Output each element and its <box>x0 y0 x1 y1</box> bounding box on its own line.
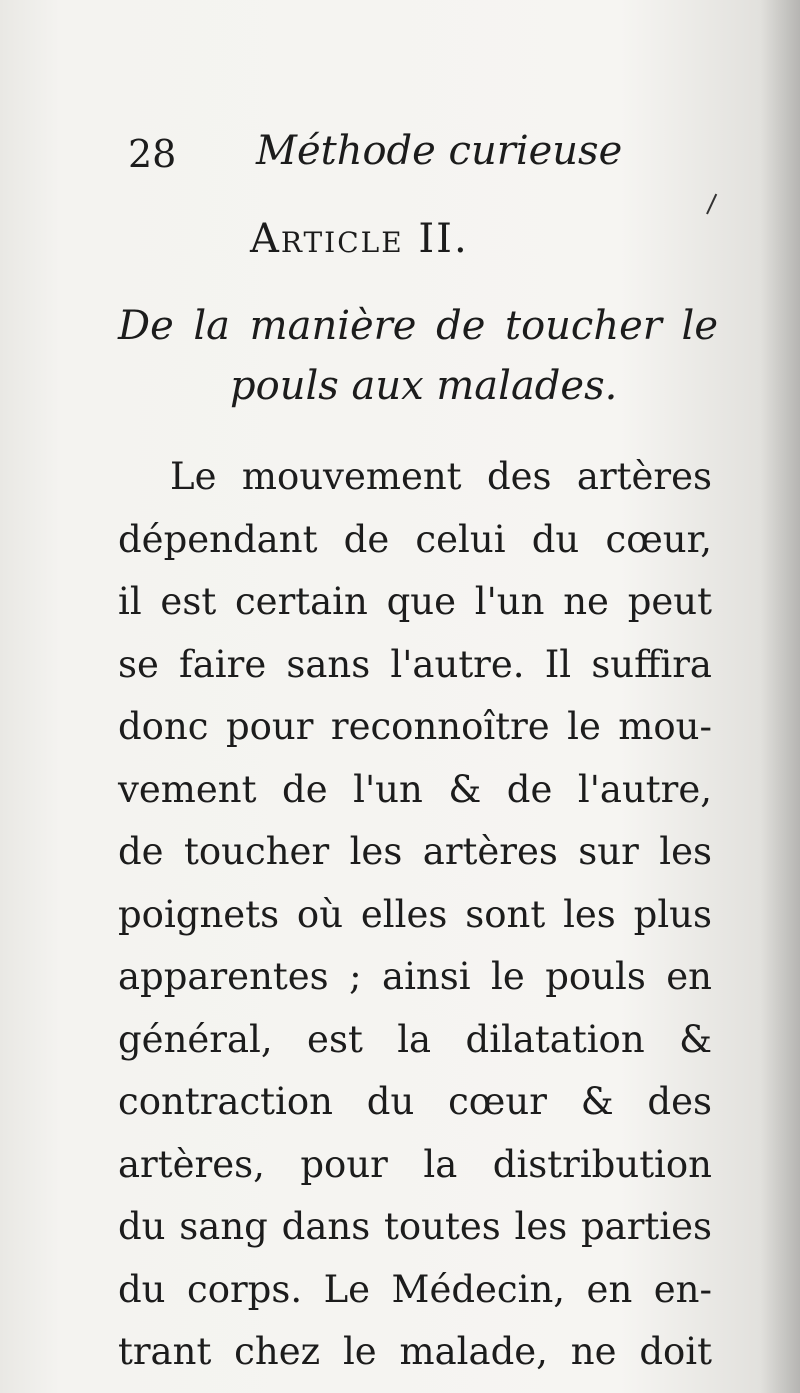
page-edge-shadow <box>760 0 800 1393</box>
body-line: trant chez le malade, ne doit <box>118 1330 712 1373</box>
body-line: de toucher les artères sur les <box>118 830 712 873</box>
body-text <box>118 446 712 1384</box>
body-line: il est certain que l'un ne peut <box>118 580 712 623</box>
body-line: donc pour reconnoître le mou- <box>118 705 712 748</box>
body-line: se faire sans l'autre. Il suffira <box>118 642 712 686</box>
body-line: dépendant de celui du cœur, <box>118 517 712 561</box>
running-head <box>128 128 648 188</box>
ink-mark <box>706 194 730 221</box>
article-subheading <box>118 296 718 416</box>
page-number: 28 <box>128 132 177 176</box>
body-line: contraction du cœur & des <box>118 1080 712 1123</box>
subheading-line: De la manière de toucher le <box>118 303 718 349</box>
running-title: Méthode curieuse <box>256 128 623 174</box>
body-line: Le mouvement des artères <box>170 455 712 498</box>
body-line: artères, pour la distribution <box>118 1142 712 1186</box>
body-line: apparentes ; ainsi le pouls en <box>118 955 712 998</box>
body-line: vement de l'un & de l'autre, <box>118 767 712 811</box>
body-line: général, est la dilatation & <box>118 1017 712 1061</box>
body-line: poignets où elles sont les plus <box>118 892 712 936</box>
body-line: du corps. Le Médecin, en en- <box>118 1267 712 1311</box>
article-heading: Article II. <box>250 216 469 262</box>
subheading-line: pouls aux malades. <box>230 363 618 409</box>
body-line: du sang dans toutes les parties <box>118 1205 712 1248</box>
